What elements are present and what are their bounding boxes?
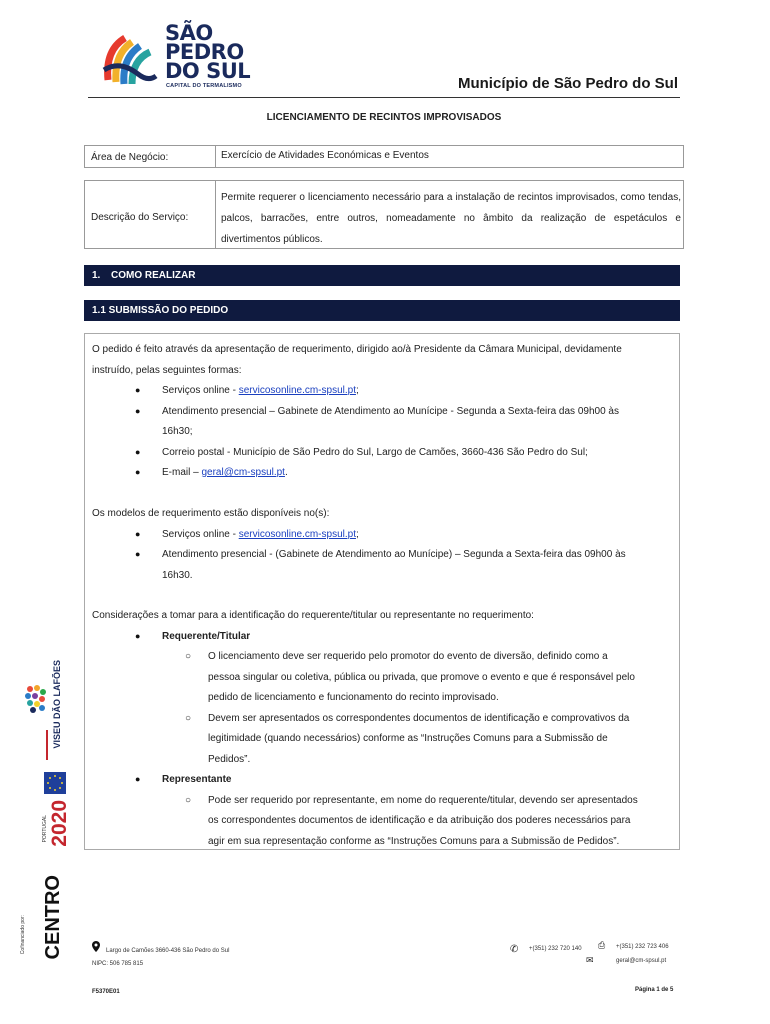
item-text: Serviços online - — [162, 529, 239, 540]
location-pin-icon — [92, 941, 100, 952]
municipality-title: Município de São Pedro do Sul — [457, 75, 678, 92]
list-item: Atendimento presencial – Gabinete de Atendimento ao Munícipe - Segunda a Sexta-feira das 09h00 às — [162, 406, 619, 417]
bullet-icon: ● — [135, 467, 141, 477]
service-description-label: Descrição do Serviço: — [91, 212, 189, 223]
page-number: Página 1 de 5 — [635, 987, 674, 993]
bullet-icon: ● — [135, 529, 141, 539]
cell-divider — [215, 181, 216, 248]
item-punct: . — [284, 467, 288, 478]
list-item-cont: Pedidos”. — [208, 754, 251, 765]
list-item-cont: os correspondentes documentos de identificação e da atribuição dos poderes necessários para — [208, 815, 631, 826]
list-item — [162, 467, 288, 478]
document-title: LICENCIAMENTO DE RECINTOS IMPROVISADOS — [266, 112, 502, 123]
section-number: 1. — [92, 270, 101, 281]
header-divider — [88, 97, 680, 98]
bullet-icon: ● — [135, 406, 141, 416]
item-punct: ; — [355, 529, 359, 540]
list-item-cont: pedido de licenciamento e funcionamento do recinto improvisado. — [208, 692, 499, 703]
fax-icon: ⎙ — [598, 940, 606, 950]
portugal-label: PORTUGAL — [42, 815, 48, 843]
list-item: O licenciamento deve ser requerido pelo promotor do evento de diversão, definido como a — [208, 651, 608, 662]
bullet-icon: ● — [135, 549, 141, 559]
footer-nipc: NIPC: 506 785 815 — [92, 961, 144, 967]
logo-line-2: PEDRO — [165, 40, 244, 64]
intro-line-2: instruído, pelas seguintes formas: — [92, 365, 242, 376]
list-item: Correio postal - Município de São Pedro do Sul, Largo de Camões, 3660-436 São Pedro do Sul; — [162, 447, 588, 458]
online-services-link[interactable]: servicosonline.cm-spsul.pt — [238, 385, 356, 396]
logo-line-1: SÃO — [165, 21, 213, 45]
logo-wordmark — [165, 21, 251, 83]
service-description-value: Permite requerer o licenciamento necessário para a instalação de recintos improvisados, como tendas, palcos, barracões, entre outros, nomeadamente no âmbito da realização de espetáculos e divertimentos públicos. — [221, 192, 681, 245]
business-area-label: Área de Negócio: — [91, 152, 169, 163]
representative-heading: Representante — [162, 774, 232, 785]
list-item-cont: pessoa singular ou coletiva, pública ou privada, que promove o evento e que é responsável pelo — [208, 672, 635, 683]
email-link[interactable]: geral@cm-spsul.pt — [201, 467, 285, 478]
business-area-value: Exercício de Atividades Económicas e Eventos — [221, 150, 429, 161]
document-code: F5370E01 — [92, 989, 120, 995]
logo-tagline: CAPITAL DO TERMALISMO — [166, 83, 242, 89]
section-how-to — [84, 265, 680, 286]
cofinanced-label: Cofinanciado por: — [20, 915, 26, 955]
circle-bullet-icon: ○ — [185, 795, 192, 806]
list-item-cont: legitimidade (quando necessários) conforme as “Instruções Comuns para a Submissão de — [208, 733, 608, 744]
circle-bullet-icon: ○ — [185, 651, 192, 662]
business-area-row — [84, 145, 684, 168]
considerations-intro: Considerações a tomar para a identificação do requerente/titular ou representante no requerimento: — [92, 610, 534, 621]
circle-bullet-icon: ○ — [185, 713, 192, 724]
municipality-logo-icon — [100, 30, 158, 88]
bullet-icon: ● — [135, 631, 141, 641]
footer-address: Largo de Camões 3660-436 São Pedro do Sul — [106, 948, 230, 954]
models-intro: Os modelos de requerimento estão disponíveis no(s): — [92, 508, 330, 519]
list-item-cont: agir em sua representação conforme as “Instruções Comuns para a Submissão de Pedidos”. — [208, 836, 620, 847]
list-item-cont: 16h30; — [162, 426, 193, 437]
intro-line-1: O pedido é feito através da apresentação de requerimento, dirigido ao/à Presidente da Câmara Municipal, devidamente — [92, 344, 622, 355]
item-text: E-mail – — [162, 467, 202, 478]
list-item-cont: 16h30. — [162, 570, 193, 581]
cell-divider — [215, 146, 216, 167]
service-description-row — [84, 180, 684, 249]
email-icon: ✉ — [586, 955, 594, 965]
viseu-label: VISEU DÃO LAFÕES — [52, 660, 62, 749]
bullet-icon: ● — [135, 447, 141, 457]
list-item: Atendimento presencial - (Gabinete de Atendimento ao Munícipe) – Segunda a Sexta-feira das 09h00 às — [162, 549, 626, 560]
section-title: COMO REALIZAR — [111, 270, 196, 281]
requester-heading: Requerente/Titular — [162, 631, 251, 642]
list-item: Devem ser apresentados os correspondentes documentos de identificação e comprovativos da — [208, 713, 630, 724]
footer-fax: +(351) 232 723 406 — [616, 944, 669, 950]
footer-email: geral@cm-spsul.pt — [616, 958, 667, 964]
subsection-title: 1.1 SUBMISSÃO DO PEDIDO — [92, 305, 229, 316]
phone-icon: ✆ — [510, 944, 519, 955]
online-services-link[interactable]: servicosonline.cm-spsul.pt — [238, 529, 356, 540]
bullet-icon: ● — [135, 385, 141, 395]
list-item: Pode ser requerido por representante, em nome do requerente/titular, devendo ser apresentados — [208, 795, 638, 806]
logo-line-3: DO SUL — [165, 59, 251, 83]
item-punct: ; — [355, 385, 359, 396]
list-item — [162, 529, 359, 540]
government-logo-icon — [46, 730, 70, 760]
submission-content — [84, 333, 680, 850]
section-submission — [84, 300, 680, 321]
bullet-icon: ● — [135, 774, 141, 784]
centro-label: CENTRO — [42, 875, 64, 960]
portugal-2020-label: 2020 — [48, 800, 71, 847]
footer-phone: +(351) 232 720 140 — [529, 946, 582, 952]
viseu-dao-lafoes-logo-icon — [24, 684, 48, 714]
list-item — [162, 385, 359, 396]
item-text: Serviços online - — [162, 385, 239, 396]
eu-flag-icon — [44, 772, 66, 794]
